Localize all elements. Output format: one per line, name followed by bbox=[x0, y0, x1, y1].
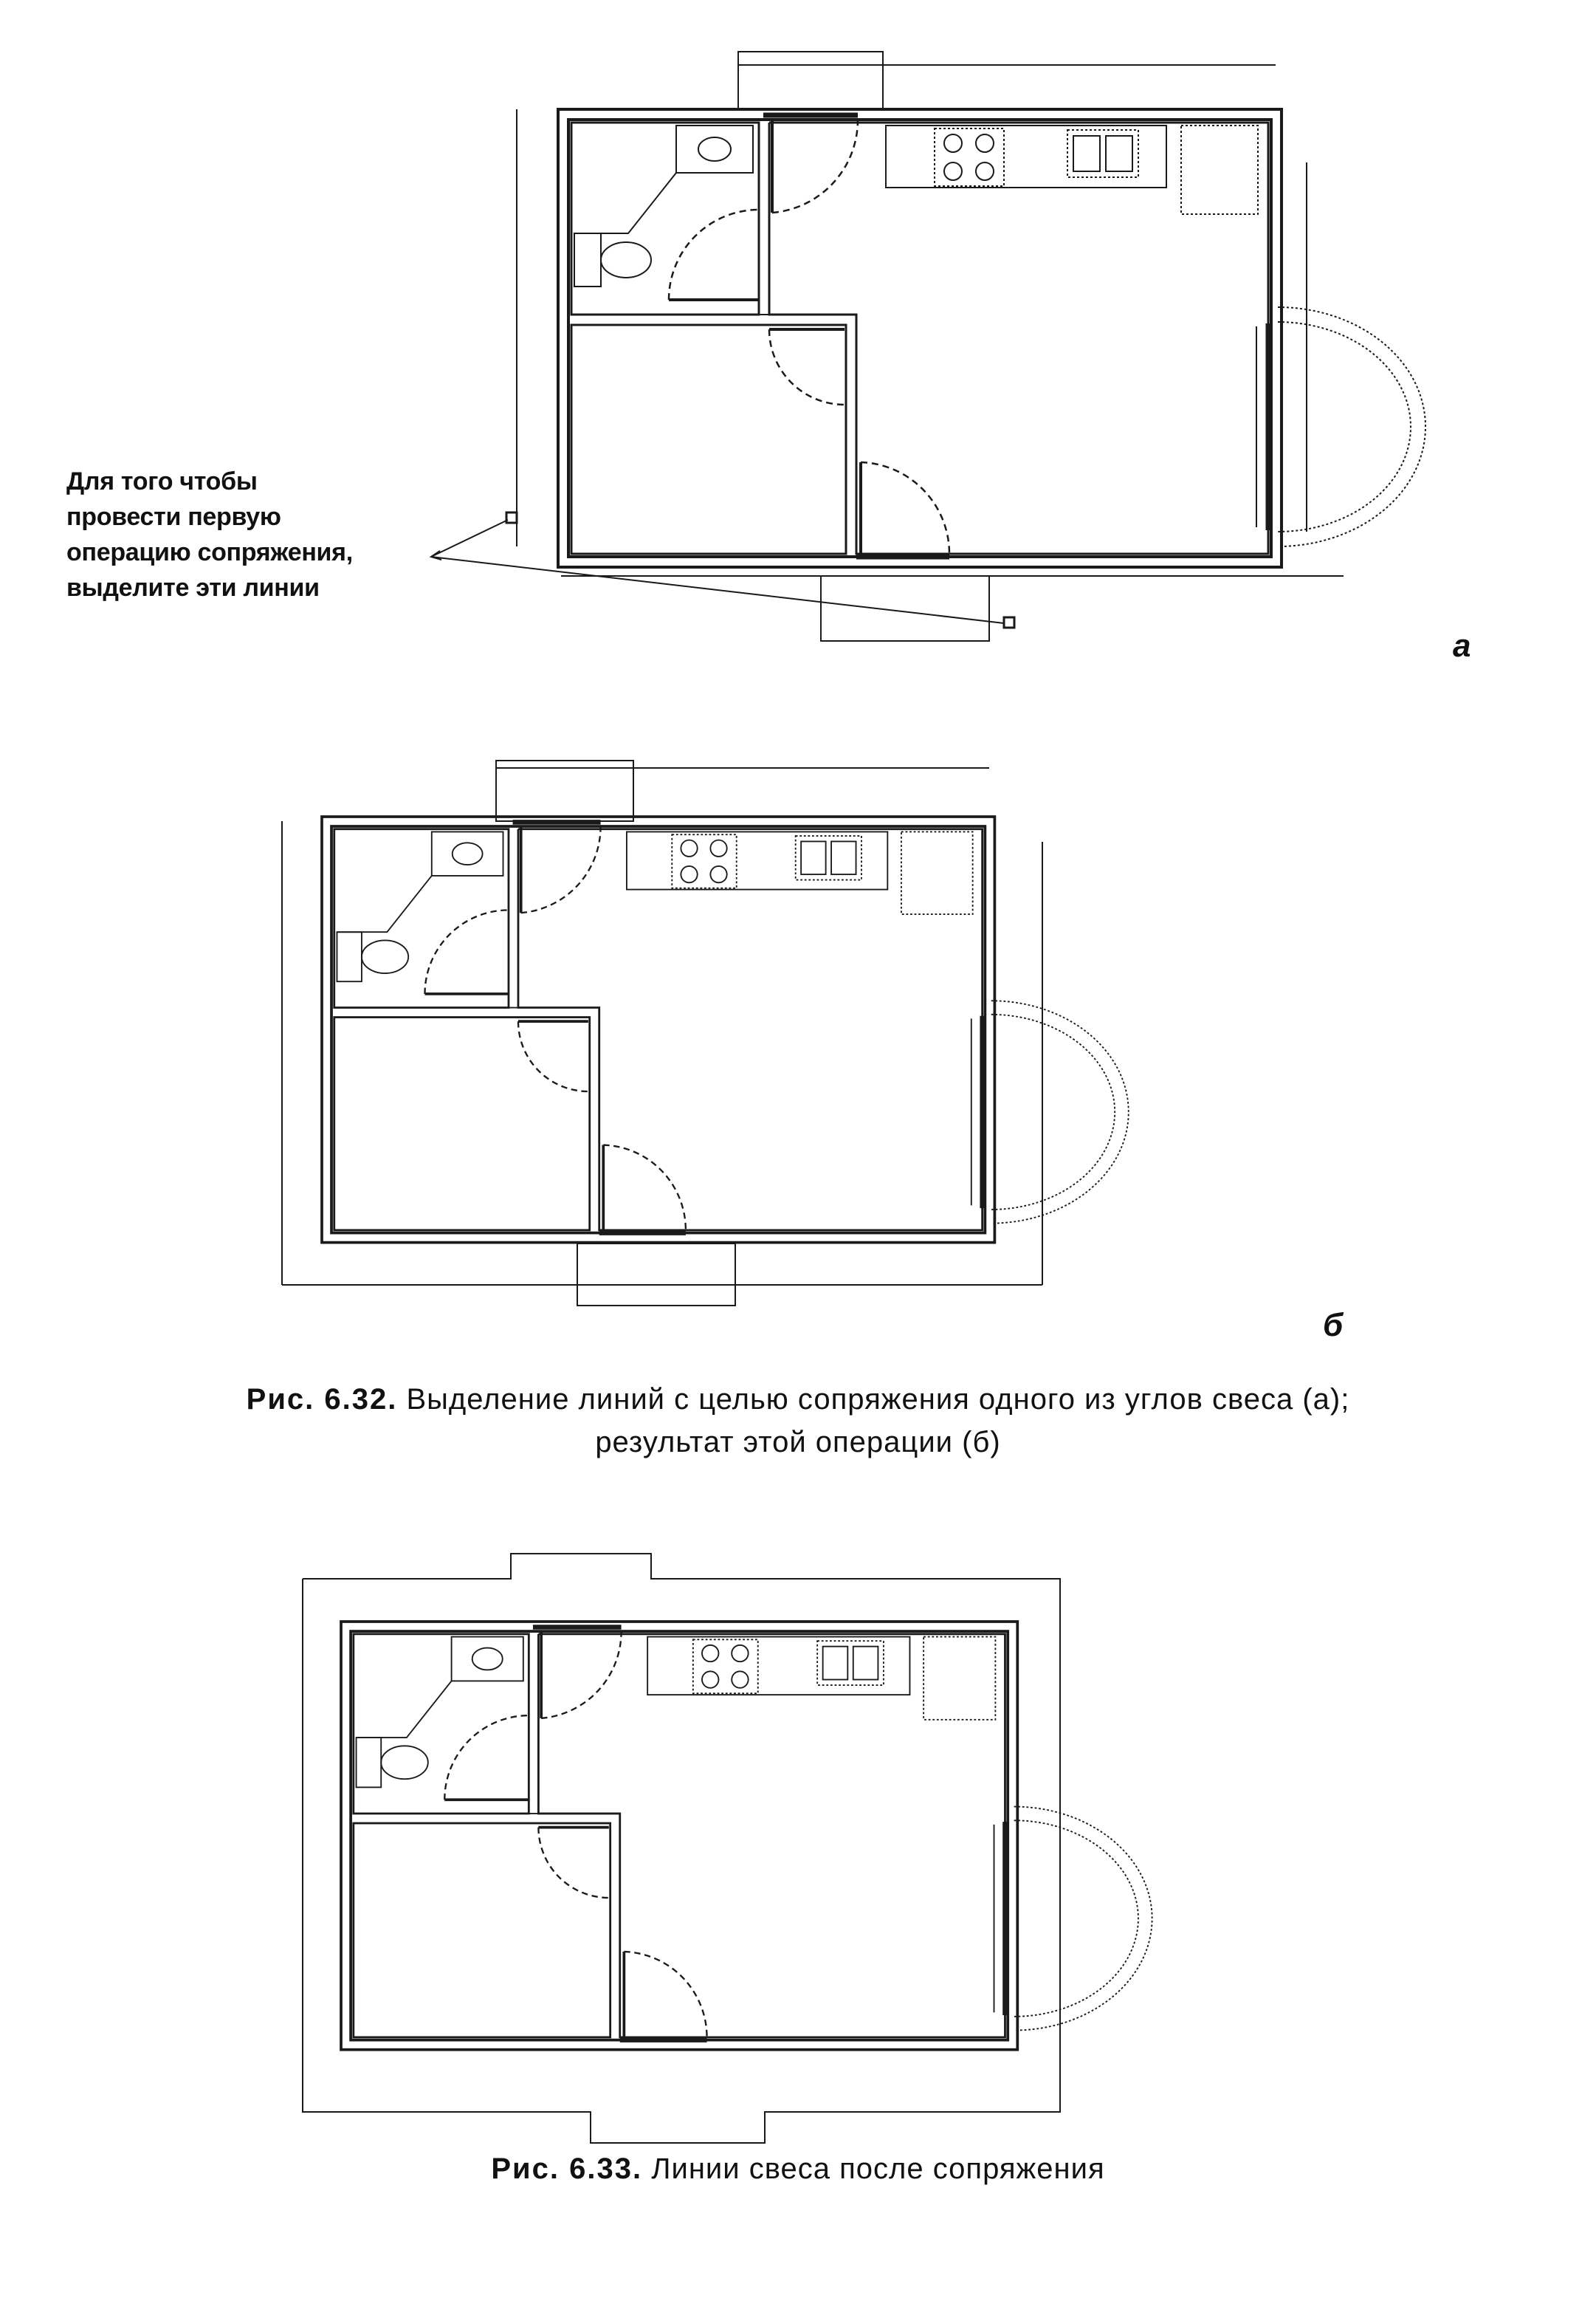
selection-marker-left bbox=[506, 512, 517, 523]
caption-fig-6-33-number: Рис. 6.33. bbox=[491, 2153, 643, 2185]
floor-plan-633 bbox=[0, 1551, 1596, 2141]
caption-fig-6-32-line2: результат этой операции (б) bbox=[595, 1426, 1001, 1458]
annotation-note: Для того чтобы провести первую операцию сопряжения, выделите эти линии bbox=[66, 467, 353, 602]
caption-fig-6-32 bbox=[0, 1378, 1596, 1464]
panel-label-b: б bbox=[1323, 1307, 1344, 1343]
caption-fig-6-32-text1: Выделение линий с целью сопряжения одного из углов свеса (а); bbox=[406, 1383, 1350, 1416]
caption-fig-6-33 bbox=[0, 2147, 1596, 2190]
panel-label-a: а bbox=[1453, 628, 1471, 664]
caption-fig-6-32-line1 bbox=[0, 1378, 1596, 1421]
selection-marker-bottom bbox=[1004, 617, 1014, 628]
floor-plan-b bbox=[0, 753, 1596, 1314]
overhang-outline bbox=[303, 1554, 1060, 2143]
caption-fig-6-33-text: Линии свеса после сопряжения bbox=[651, 2153, 1105, 2185]
caption-fig-6-32-number: Рис. 6.32. bbox=[246, 1383, 398, 1416]
